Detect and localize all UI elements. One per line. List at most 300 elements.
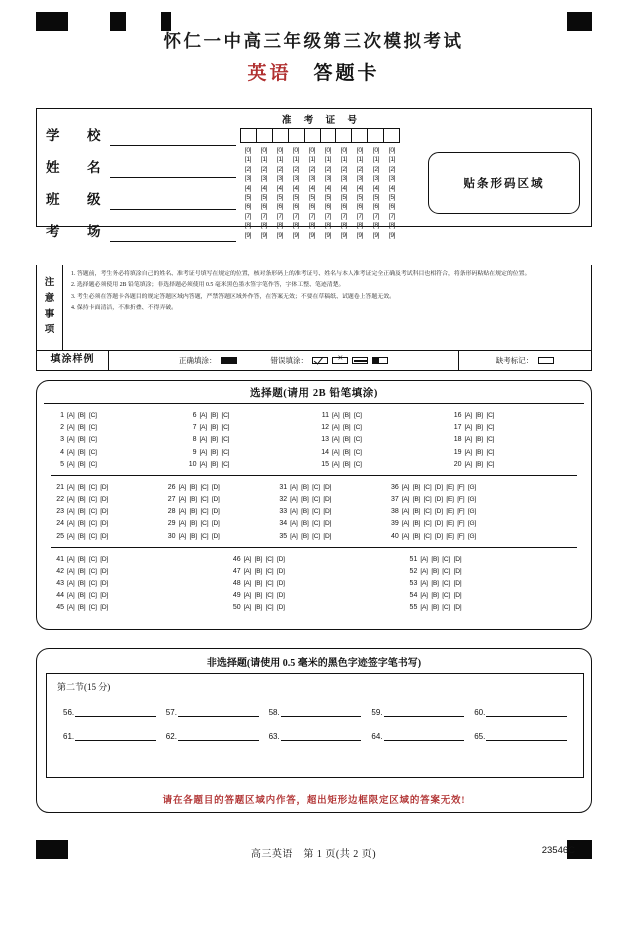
option-bubble[interactable]: [B]: [77, 424, 86, 432]
question-row[interactable]: [386, 518, 581, 529]
option-bubble[interactable]: [G]: [467, 532, 477, 540]
option-bubble[interactable]: [C]: [353, 448, 362, 456]
digit-bubble[interactable]: [2]: [356, 165, 364, 173]
option-bubble[interactable]: [A]: [401, 495, 410, 503]
digit-bubble[interactable]: [3]: [340, 175, 348, 183]
digit-bubble[interactable]: [0]: [260, 147, 268, 154]
option-bubble[interactable]: [D]: [100, 483, 109, 491]
digit-bubble[interactable]: [7]: [388, 212, 396, 220]
option-bubble[interactable]: [C]: [265, 555, 274, 563]
option-bubble[interactable]: [C]: [88, 436, 97, 444]
option-bubble[interactable]: [A]: [199, 448, 207, 456]
question-row[interactable]: [51, 506, 163, 517]
option-bubble[interactable]: [A]: [178, 520, 187, 528]
option-bubble[interactable]: [D]: [323, 483, 332, 491]
digit-bubble[interactable]: [9]: [372, 231, 380, 239]
exam-number-box[interactable]: [289, 129, 305, 142]
blank-item[interactable]: [371, 730, 464, 741]
question-row[interactable]: [184, 410, 317, 421]
question-row[interactable]: [51, 434, 184, 445]
digit-bubble[interactable]: [7]: [292, 212, 300, 220]
option-bubble[interactable]: [C]: [423, 483, 432, 491]
field-class[interactable]: [46, 178, 236, 210]
option-bubble[interactable]: [D]: [323, 532, 332, 540]
option-bubble[interactable]: [B]: [475, 448, 483, 456]
question-row[interactable]: [51, 566, 228, 577]
digit-bubble[interactable]: [4]: [340, 184, 348, 192]
option-bubble[interactable]: [C]: [221, 412, 230, 419]
option-bubble[interactable]: [D]: [453, 555, 462, 563]
digit-bubble[interactable]: [1]: [308, 156, 316, 164]
question-row[interactable]: [163, 482, 275, 493]
option-bubble[interactable]: [A]: [290, 483, 298, 491]
option-bubble[interactable]: [C]: [312, 495, 320, 503]
digit-bubble[interactable]: [8]: [356, 222, 364, 230]
option-bubble[interactable]: [C]: [200, 495, 209, 503]
exam-number-box[interactable]: [336, 129, 352, 142]
option-bubble[interactable]: [B]: [431, 579, 439, 587]
option-bubble[interactable]: [A]: [401, 483, 410, 491]
option-bubble[interactable]: [C]: [486, 448, 495, 456]
field-class-line[interactable]: [110, 195, 237, 210]
question-row[interactable]: [316, 410, 449, 421]
option-bubble[interactable]: [G]: [467, 520, 477, 528]
digit-bubble[interactable]: [3]: [292, 175, 300, 183]
option-bubble[interactable]: [B]: [77, 532, 86, 540]
question-row[interactable]: [51, 494, 163, 505]
blank-write-line[interactable]: [384, 706, 465, 717]
question-row[interactable]: [316, 459, 449, 470]
option-bubble[interactable]: [D]: [211, 495, 220, 503]
option-bubble[interactable]: [E]: [446, 508, 454, 516]
option-bubble[interactable]: [B]: [412, 495, 421, 503]
exam-number-box[interactable]: [352, 129, 368, 142]
option-bubble[interactable]: [A]: [67, 520, 75, 528]
option-bubble[interactable]: [D]: [276, 604, 285, 612]
question-row[interactable]: [274, 494, 386, 505]
option-bubble[interactable]: [C]: [312, 520, 320, 528]
option-bubble[interactable]: [G]: [467, 483, 477, 491]
option-bubble[interactable]: [C]: [423, 508, 432, 516]
option-bubble[interactable]: [A]: [243, 567, 252, 575]
option-bubble[interactable]: [C]: [442, 592, 451, 600]
blank-item[interactable]: [371, 706, 464, 717]
option-bubble[interactable]: [A]: [67, 424, 75, 432]
digit-bubble[interactable]: [2]: [292, 165, 300, 173]
option-bubble[interactable]: [C]: [265, 592, 274, 600]
digit-bubble[interactable]: [9]: [276, 231, 284, 239]
option-bubble[interactable]: [C]: [221, 436, 230, 444]
option-bubble[interactable]: [A]: [401, 520, 410, 528]
option-bubble[interactable]: [D]: [323, 508, 332, 516]
option-bubble[interactable]: [B]: [431, 592, 439, 600]
exam-number-box[interactable]: [305, 129, 321, 142]
digit-bubble[interactable]: [9]: [388, 231, 396, 239]
digit-bubble[interactable]: [7]: [244, 212, 252, 220]
option-bubble[interactable]: [B]: [412, 520, 421, 528]
option-bubble[interactable]: [C]: [486, 460, 495, 468]
option-bubble[interactable]: [F]: [457, 495, 465, 503]
question-row[interactable]: [316, 422, 449, 433]
option-bubble[interactable]: [B]: [342, 460, 351, 468]
option-bubble[interactable]: [A]: [67, 567, 75, 575]
exam-number-write-boxes[interactable]: [240, 128, 400, 143]
digit-bubble[interactable]: [6]: [308, 203, 316, 211]
option-bubble[interactable]: [A]: [243, 592, 252, 600]
option-bubble[interactable]: [A]: [332, 436, 340, 444]
option-bubble[interactable]: [A]: [464, 424, 472, 432]
option-bubble[interactable]: [B]: [431, 604, 439, 612]
question-row[interactable]: [51, 578, 228, 589]
option-bubble[interactable]: [D]: [211, 520, 220, 528]
blank-item[interactable]: [474, 706, 567, 717]
digit-bubble[interactable]: [5]: [260, 193, 268, 201]
digit-bubble[interactable]: [6]: [244, 203, 252, 211]
digit-bubble[interactable]: [1]: [292, 156, 300, 164]
question-row[interactable]: [316, 434, 449, 445]
option-bubble[interactable]: [B]: [77, 579, 86, 587]
option-bubble[interactable]: [D]: [211, 483, 220, 491]
digit-bubble[interactable]: [1]: [276, 156, 284, 164]
blank-write-line[interactable]: [486, 706, 567, 717]
digit-bubble[interactable]: [3]: [324, 175, 332, 183]
question-row[interactable]: [274, 506, 386, 517]
bubble-empty-icon[interactable]: [538, 357, 554, 365]
option-bubble[interactable]: [D]: [435, 495, 443, 503]
option-bubble[interactable]: [B]: [77, 495, 86, 503]
blank-write-line[interactable]: [75, 730, 156, 741]
option-bubble[interactable]: [C]: [88, 520, 97, 528]
option-bubble[interactable]: [D]: [276, 579, 285, 587]
option-bubble[interactable]: [B]: [254, 567, 263, 575]
question-row[interactable]: [449, 434, 582, 445]
blank-item[interactable]: [269, 730, 362, 741]
digit-bubble[interactable]: [6]: [372, 203, 380, 211]
option-bubble[interactable]: [A]: [199, 436, 207, 444]
option-bubble[interactable]: [D]: [100, 592, 109, 600]
option-bubble[interactable]: [B]: [77, 508, 86, 516]
option-bubble[interactable]: [A]: [178, 483, 187, 491]
option-bubble[interactable]: [B]: [210, 424, 218, 432]
option-bubble[interactable]: [C]: [88, 555, 97, 563]
blank-item[interactable]: [474, 730, 567, 741]
option-bubble[interactable]: [A]: [199, 460, 207, 468]
digit-bubble[interactable]: [4]: [244, 184, 252, 192]
option-bubble[interactable]: [C]: [88, 592, 97, 600]
question-row[interactable]: [163, 494, 275, 505]
digit-bubble[interactable]: [3]: [244, 175, 252, 183]
digit-bubble[interactable]: [3]: [260, 175, 268, 183]
option-bubble[interactable]: [C]: [312, 532, 320, 540]
digit-bubble[interactable]: [8]: [340, 222, 348, 230]
question-row[interactable]: [228, 578, 405, 589]
option-bubble[interactable]: [E]: [446, 483, 454, 491]
question-row[interactable]: [51, 602, 228, 613]
question-row[interactable]: [404, 590, 581, 601]
option-bubble[interactable]: [C]: [200, 532, 209, 540]
option-bubble[interactable]: [B]: [254, 579, 263, 587]
digit-bubble[interactable]: [7]: [308, 212, 316, 220]
option-bubble[interactable]: [D]: [323, 495, 332, 503]
option-bubble[interactable]: [C]: [486, 424, 495, 432]
option-bubble[interactable]: [B]: [77, 448, 86, 456]
digit-bubble[interactable]: [8]: [372, 222, 380, 230]
option-bubble[interactable]: [B]: [77, 412, 86, 419]
option-bubble[interactable]: [B]: [431, 555, 439, 563]
question-row[interactable]: [449, 447, 582, 458]
option-bubble[interactable]: [A]: [178, 532, 187, 540]
option-bubble[interactable]: [A]: [464, 412, 472, 419]
option-bubble[interactable]: [B]: [189, 483, 198, 491]
option-bubble[interactable]: [D]: [435, 532, 443, 540]
question-row[interactable]: [449, 422, 582, 433]
digit-bubble[interactable]: [9]: [244, 231, 252, 239]
digit-bubble[interactable]: [4]: [276, 184, 284, 192]
option-bubble[interactable]: [D]: [453, 592, 462, 600]
digit-bubble[interactable]: [0]: [292, 147, 300, 154]
question-row[interactable]: [184, 422, 317, 433]
digit-bubble[interactable]: [1]: [244, 156, 252, 164]
option-bubble[interactable]: [B]: [77, 604, 86, 612]
option-bubble[interactable]: [B]: [77, 436, 86, 444]
digit-bubble[interactable]: [6]: [260, 203, 268, 211]
option-bubble[interactable]: [D]: [100, 532, 109, 540]
question-row[interactable]: [228, 554, 405, 565]
option-bubble[interactable]: [C]: [442, 567, 451, 575]
question-row[interactable]: [274, 518, 386, 529]
blank-write-line[interactable]: [178, 706, 259, 717]
option-bubble[interactable]: [A]: [243, 555, 252, 563]
option-bubble[interactable]: [A]: [67, 412, 75, 419]
digit-bubble[interactable]: [6]: [324, 203, 332, 211]
digit-bubble[interactable]: [7]: [324, 212, 332, 220]
option-bubble[interactable]: [C]: [442, 555, 451, 563]
option-bubble[interactable]: [A]: [67, 495, 75, 503]
question-row[interactable]: [51, 554, 228, 565]
option-bubble[interactable]: [C]: [88, 532, 97, 540]
digit-bubble[interactable]: [7]: [372, 212, 380, 220]
question-row[interactable]: [449, 459, 582, 470]
digit-bubble[interactable]: [8]: [260, 222, 268, 230]
digit-bubble[interactable]: [0]: [372, 147, 380, 154]
option-bubble[interactable]: [C]: [486, 412, 495, 419]
digit-bubble[interactable]: [6]: [388, 203, 396, 211]
option-bubble[interactable]: [D]: [453, 567, 462, 575]
option-bubble[interactable]: [A]: [290, 532, 298, 540]
digit-bubble[interactable]: [3]: [276, 175, 284, 183]
digit-bubble[interactable]: [4]: [356, 184, 364, 192]
question-row[interactable]: [228, 566, 405, 577]
option-bubble[interactable]: [A]: [67, 555, 75, 563]
digit-bubble[interactable]: [8]: [308, 222, 316, 230]
blank-item[interactable]: [63, 706, 156, 717]
option-bubble[interactable]: [C]: [221, 448, 230, 456]
question-row[interactable]: [228, 602, 405, 613]
option-bubble[interactable]: [C]: [423, 495, 432, 503]
option-bubble[interactable]: [D]: [276, 592, 285, 600]
digit-bubble[interactable]: [5]: [308, 193, 316, 201]
blank-item[interactable]: [269, 706, 362, 717]
option-bubble[interactable]: [C]: [423, 532, 432, 540]
option-bubble[interactable]: [C]: [312, 483, 320, 491]
option-bubble[interactable]: [F]: [457, 508, 465, 516]
option-bubble[interactable]: [C]: [423, 520, 432, 528]
option-bubble[interactable]: [C]: [200, 520, 209, 528]
question-row[interactable]: [386, 506, 581, 517]
blank-item[interactable]: [63, 730, 156, 741]
option-bubble[interactable]: [A]: [199, 412, 207, 419]
digit-bubble[interactable]: [5]: [244, 193, 252, 201]
option-bubble[interactable]: [B]: [301, 483, 309, 491]
question-row[interactable]: [163, 531, 275, 542]
option-bubble[interactable]: [D]: [435, 520, 443, 528]
digit-bubble[interactable]: [5]: [340, 193, 348, 201]
option-bubble[interactable]: [D]: [323, 520, 332, 528]
digit-bubble[interactable]: [7]: [340, 212, 348, 220]
option-bubble[interactable]: [B]: [210, 436, 218, 444]
option-bubble[interactable]: [A]: [290, 508, 298, 516]
digit-bubble[interactable]: [1]: [324, 156, 332, 164]
question-row[interactable]: [316, 447, 449, 458]
option-bubble[interactable]: [A]: [290, 495, 298, 503]
question-row[interactable]: [51, 447, 184, 458]
question-row[interactable]: [228, 590, 405, 601]
option-bubble[interactable]: [B]: [77, 460, 86, 468]
digit-bubble[interactable]: [6]: [356, 203, 364, 211]
option-bubble[interactable]: [A]: [420, 567, 428, 575]
digit-bubble[interactable]: [2]: [244, 165, 252, 173]
question-row[interactable]: [404, 554, 581, 565]
option-bubble[interactable]: [C]: [221, 424, 230, 432]
option-bubble[interactable]: [F]: [457, 483, 465, 491]
option-bubble[interactable]: [A]: [67, 483, 75, 491]
option-bubble[interactable]: [A]: [332, 424, 340, 432]
exam-number-box[interactable]: [384, 129, 399, 142]
option-bubble[interactable]: [C]: [353, 460, 362, 468]
option-bubble[interactable]: [B]: [189, 520, 198, 528]
question-row[interactable]: [274, 482, 386, 493]
option-bubble[interactable]: [A]: [67, 532, 75, 540]
digit-bubble[interactable]: [2]: [308, 165, 316, 173]
option-bubble[interactable]: [A]: [199, 424, 207, 432]
question-row[interactable]: [386, 482, 581, 493]
option-bubble[interactable]: [A]: [464, 448, 472, 456]
blank-write-line[interactable]: [281, 730, 362, 741]
option-bubble[interactable]: [B]: [189, 508, 198, 516]
digit-bubble[interactable]: [6]: [276, 203, 284, 211]
blank-item[interactable]: [166, 730, 259, 741]
option-bubble[interactable]: [B]: [77, 483, 86, 491]
field-exam-room[interactable]: [46, 210, 236, 242]
digit-bubble[interactable]: [5]: [292, 193, 300, 201]
option-bubble[interactable]: [D]: [211, 532, 220, 540]
option-bubble[interactable]: [B]: [77, 555, 86, 563]
option-bubble[interactable]: [G]: [467, 508, 477, 516]
option-bubble[interactable]: [B]: [301, 495, 309, 503]
digit-bubble[interactable]: [1]: [388, 156, 396, 164]
option-bubble[interactable]: [D]: [453, 579, 462, 587]
question-row[interactable]: [184, 447, 317, 458]
question-row[interactable]: [404, 602, 581, 613]
question-row[interactable]: [386, 494, 581, 505]
option-bubble[interactable]: [B]: [210, 460, 218, 468]
question-row[interactable]: [51, 459, 184, 470]
option-bubble[interactable]: [D]: [435, 508, 443, 516]
option-bubble[interactable]: [A]: [178, 495, 187, 503]
option-bubble[interactable]: [B]: [412, 483, 421, 491]
digit-bubble[interactable]: [0]: [324, 147, 332, 154]
option-bubble[interactable]: [C]: [265, 567, 274, 575]
option-bubble[interactable]: [E]: [446, 495, 454, 503]
digit-bubble[interactable]: [9]: [324, 231, 332, 239]
field-exam-room-line[interactable]: [110, 227, 237, 242]
option-bubble[interactable]: [C]: [353, 424, 362, 432]
digit-bubble[interactable]: [2]: [324, 165, 332, 173]
digit-bubble[interactable]: [1]: [340, 156, 348, 164]
option-bubble[interactable]: [E]: [446, 520, 454, 528]
option-bubble[interactable]: [A]: [67, 448, 75, 456]
digit-bubble[interactable]: [9]: [292, 231, 300, 239]
digit-bubble[interactable]: [8]: [324, 222, 332, 230]
option-bubble[interactable]: [A]: [420, 579, 428, 587]
option-bubble[interactable]: [B]: [189, 495, 198, 503]
digit-bubble[interactable]: [4]: [292, 184, 300, 192]
question-row[interactable]: [163, 518, 275, 529]
question-row[interactable]: [51, 422, 184, 433]
digit-bubble[interactable]: [8]: [292, 222, 300, 230]
option-bubble[interactable]: [A]: [243, 604, 252, 612]
option-bubble[interactable]: [C]: [88, 604, 97, 612]
exam-number-box[interactable]: [257, 129, 273, 142]
option-bubble[interactable]: [A]: [67, 592, 75, 600]
option-bubble[interactable]: [A]: [67, 436, 75, 444]
option-bubble[interactable]: [B]: [475, 460, 483, 468]
option-bubble[interactable]: [A]: [420, 555, 428, 563]
option-bubble[interactable]: [B]: [412, 532, 421, 540]
blank-item[interactable]: [166, 706, 259, 717]
option-bubble[interactable]: [B]: [189, 532, 198, 540]
digit-bubble[interactable]: [7]: [260, 212, 268, 220]
option-bubble[interactable]: [D]: [276, 567, 285, 575]
option-bubble[interactable]: [D]: [100, 579, 109, 587]
question-row[interactable]: [51, 531, 163, 542]
field-name[interactable]: [46, 146, 236, 178]
digit-bubble[interactable]: [4]: [308, 184, 316, 192]
option-bubble[interactable]: [A]: [67, 460, 75, 468]
question-row[interactable]: [274, 531, 386, 542]
option-bubble[interactable]: [C]: [88, 412, 97, 419]
option-bubble[interactable]: [A]: [401, 532, 410, 540]
digit-bubble[interactable]: [7]: [276, 212, 284, 220]
option-bubble[interactable]: [C]: [88, 448, 97, 456]
option-bubble[interactable]: [C]: [88, 460, 97, 468]
option-bubble[interactable]: [B]: [254, 592, 263, 600]
digit-bubble[interactable]: [6]: [340, 203, 348, 211]
digit-bubble[interactable]: [7]: [356, 212, 364, 220]
digit-bubble[interactable]: [1]: [356, 156, 364, 164]
option-bubble[interactable]: [C]: [353, 436, 362, 444]
exam-number-bubble-grid[interactable]: [240, 146, 400, 240]
question-row[interactable]: [184, 434, 317, 445]
option-bubble[interactable]: [D]: [100, 604, 109, 612]
option-bubble[interactable]: [B]: [342, 448, 351, 456]
question-row[interactable]: [51, 590, 228, 601]
digit-bubble[interactable]: [3]: [372, 175, 380, 183]
question-row[interactable]: [404, 578, 581, 589]
option-bubble[interactable]: [D]: [100, 567, 109, 575]
blank-write-line[interactable]: [281, 706, 362, 717]
option-bubble[interactable]: [A]: [178, 508, 187, 516]
